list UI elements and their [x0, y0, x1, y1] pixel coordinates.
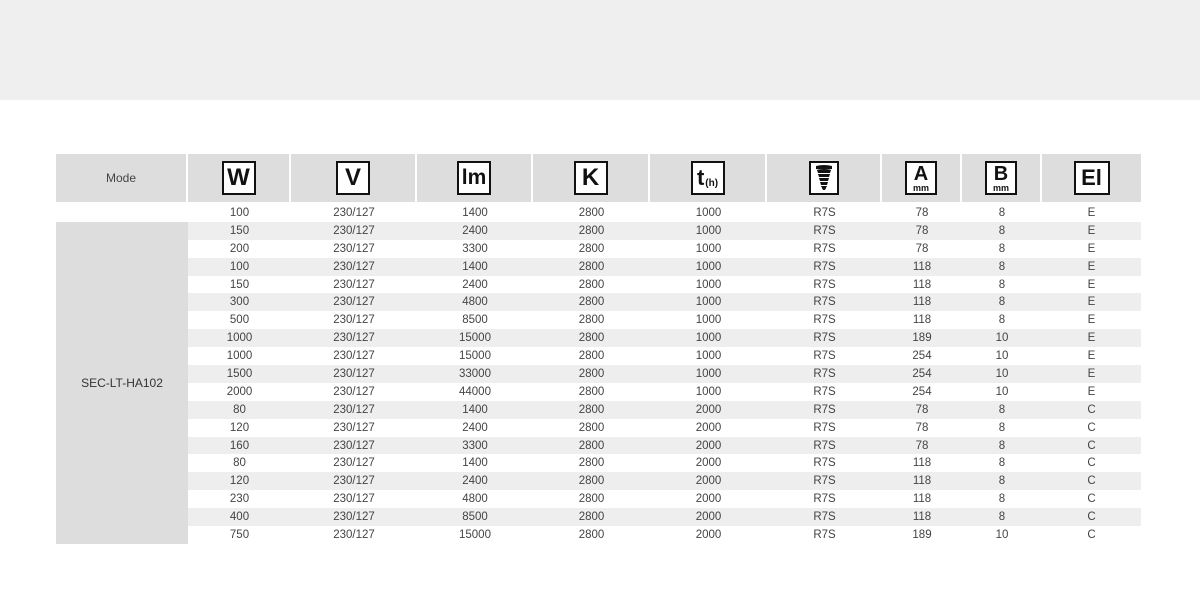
- cell-lm: 2400: [462, 475, 488, 488]
- cell-a: 118: [912, 457, 932, 470]
- cell-ei: E: [1087, 224, 1096, 237]
- cell-a: 118: [912, 296, 932, 309]
- cell-base: R7S: [813, 421, 836, 434]
- cell-v: 230/127: [333, 296, 375, 309]
- cell-v: 230/127: [333, 350, 375, 363]
- cell-ei: C: [1087, 493, 1096, 506]
- cell-lm: 2400: [462, 421, 488, 434]
- cell-t: 1000: [695, 296, 722, 309]
- cell-a: 118: [912, 493, 932, 506]
- cell-t: 1000: [695, 206, 722, 219]
- cell-k: 2800: [578, 296, 605, 309]
- cell-lm: 2400: [462, 278, 488, 291]
- cell-base: R7S: [813, 511, 836, 524]
- cell-b: 8: [998, 206, 1006, 219]
- cell-ei: C: [1087, 439, 1096, 452]
- table-row: [188, 258, 1141, 276]
- table-row: [188, 347, 1141, 365]
- cell-w: 150: [229, 224, 250, 237]
- cell-b: 8: [998, 439, 1006, 452]
- cell-k: 2800: [578, 385, 605, 398]
- cell-a: 118: [912, 511, 932, 524]
- cell-t: 1000: [695, 224, 722, 237]
- cell-t: 1000: [695, 242, 722, 255]
- cell-base: R7S: [813, 242, 836, 255]
- energy-class-icon: El: [1074, 161, 1110, 195]
- cell-t: 2000: [695, 475, 722, 488]
- cell-v: 230/127: [333, 511, 375, 524]
- cell-lm: 2400: [462, 224, 488, 237]
- cell-k: 2800: [578, 493, 605, 506]
- cell-base: R7S: [813, 528, 836, 541]
- mode-label: Mode: [105, 171, 137, 185]
- cell-a: 118: [912, 314, 932, 327]
- cell-t: 1000: [695, 367, 722, 380]
- cell-w: 1000: [226, 350, 253, 363]
- header-lumen: [417, 154, 533, 202]
- cell-v: 230/127: [333, 206, 375, 219]
- cell-v: 230/127: [333, 457, 375, 470]
- table-header: [56, 154, 1141, 202]
- cell-lm: 44000: [459, 385, 491, 398]
- header-energy: [1042, 154, 1141, 202]
- cell-base: R7S: [813, 278, 836, 291]
- cell-v: 230/127: [333, 528, 375, 541]
- cell-lm: 1400: [462, 206, 488, 219]
- cell-lm: 3300: [462, 242, 488, 255]
- cell-t: 2000: [695, 403, 722, 416]
- cell-w: 500: [229, 314, 250, 327]
- cell-w: 200: [229, 242, 250, 255]
- cell-k: 2800: [578, 421, 605, 434]
- cell-a: 189: [912, 332, 932, 345]
- cell-w: 750: [229, 528, 250, 541]
- cell-v: 230/127: [333, 224, 375, 237]
- cell-a: 78: [915, 206, 929, 219]
- header-watt: [188, 154, 291, 202]
- table-row: [188, 472, 1141, 490]
- table-row: [188, 437, 1141, 455]
- cell-b: 8: [998, 296, 1006, 309]
- cell-lm: 1400: [462, 457, 488, 470]
- table-row: [188, 311, 1141, 329]
- cell-a: 254: [912, 385, 932, 398]
- cell-ei: E: [1087, 260, 1096, 273]
- cell-base: R7S: [813, 457, 836, 470]
- cell-v: 230/127: [333, 421, 375, 434]
- cell-base: R7S: [813, 439, 836, 452]
- cell-lm: 1400: [462, 403, 488, 416]
- table-row: [188, 329, 1141, 347]
- cell-lm: 15000: [459, 332, 491, 345]
- cell-v: 230/127: [333, 260, 375, 273]
- cell-b: 8: [998, 475, 1006, 488]
- cell-a: 78: [915, 421, 929, 434]
- cell-v: 230/127: [333, 493, 375, 506]
- cell-b: 8: [998, 511, 1006, 524]
- cell-w: 120: [229, 475, 250, 488]
- cell-ei: C: [1087, 403, 1096, 416]
- cell-t: 2000: [695, 439, 722, 452]
- table-row: [188, 490, 1141, 508]
- watt-icon: W: [222, 161, 256, 195]
- cell-k: 2800: [578, 332, 605, 345]
- cell-v: 230/127: [333, 439, 375, 452]
- cell-lm: 15000: [459, 350, 491, 363]
- table-row: [188, 240, 1141, 258]
- table-row: [188, 454, 1141, 472]
- table-row: [188, 508, 1141, 526]
- cell-a: 254: [912, 350, 932, 363]
- cell-k: 2800: [578, 242, 605, 255]
- cell-k: 2800: [578, 367, 605, 380]
- cell-ei: E: [1087, 385, 1096, 398]
- cell-base: R7S: [813, 332, 836, 345]
- cell-base: R7S: [813, 224, 836, 237]
- cell-ei: C: [1087, 457, 1096, 470]
- cell-lm: 15000: [459, 528, 491, 541]
- header-volt: [291, 154, 417, 202]
- cell-b: 8: [998, 493, 1006, 506]
- table-row: [188, 293, 1141, 311]
- cell-v: 230/127: [333, 475, 375, 488]
- cell-a: 118: [912, 260, 932, 273]
- cell-base: R7S: [813, 403, 836, 416]
- volt-icon: V: [336, 161, 370, 195]
- table-row: [188, 276, 1141, 294]
- cell-base: R7S: [813, 385, 836, 398]
- cell-base: R7S: [813, 296, 836, 309]
- cell-v: 230/127: [333, 367, 375, 380]
- cell-b: 8: [998, 260, 1006, 273]
- cell-k: 2800: [578, 350, 605, 363]
- cell-lm: 33000: [459, 367, 491, 380]
- cell-ei: C: [1087, 528, 1096, 541]
- cell-w: 1500: [226, 367, 253, 380]
- cell-k: 2800: [578, 457, 605, 470]
- cell-base: R7S: [813, 493, 836, 506]
- cell-w: 1000: [226, 332, 253, 345]
- cell-a: 189: [912, 528, 932, 541]
- cell-a: 78: [915, 439, 929, 452]
- cell-k: 2800: [578, 278, 605, 291]
- cell-w: 100: [229, 260, 250, 273]
- cell-lm: 1400: [462, 260, 488, 273]
- model-name: SEC-LT-HA102: [81, 376, 163, 390]
- table-row: [188, 401, 1141, 419]
- cell-b: 8: [998, 242, 1006, 255]
- header-life: [650, 154, 767, 202]
- cell-w: 150: [229, 278, 250, 291]
- lamp-base-icon: [809, 161, 839, 195]
- table-row: [188, 419, 1141, 437]
- cell-v: 230/127: [333, 278, 375, 291]
- header-dim-b: [962, 154, 1042, 202]
- dim-b-unit: mm: [992, 182, 1009, 193]
- cell-ei: E: [1087, 206, 1096, 219]
- header-kelvin: [533, 154, 650, 202]
- cell-base: R7S: [813, 260, 836, 273]
- cell-a: 254: [912, 367, 932, 380]
- dim-b-letter: B: [993, 162, 1009, 185]
- table-row: [188, 222, 1141, 240]
- cell-k: 2800: [578, 260, 605, 273]
- kelvin-icon: K: [574, 161, 608, 195]
- lumen-icon: lm: [457, 161, 491, 195]
- table-body: [56, 204, 1141, 544]
- table-row: [188, 204, 1141, 222]
- cell-t: 1000: [695, 260, 722, 273]
- cell-ei: C: [1087, 421, 1096, 434]
- cell-lm: 4800: [462, 296, 488, 309]
- cell-lm: 8500: [462, 314, 488, 327]
- cell-b: 8: [998, 224, 1006, 237]
- cell-b: 10: [995, 367, 1009, 380]
- cell-b: 10: [995, 350, 1009, 363]
- cell-b: 10: [995, 528, 1009, 541]
- cell-k: 2800: [578, 224, 605, 237]
- cell-a: 78: [915, 224, 929, 237]
- cell-w: 80: [233, 403, 246, 416]
- top-band: [0, 0, 1200, 100]
- cell-t: 1000: [695, 278, 722, 291]
- cell-ei: E: [1087, 278, 1096, 291]
- cell-base: R7S: [813, 314, 836, 327]
- cell-w: 120: [229, 421, 250, 434]
- table-row: [188, 383, 1141, 401]
- cell-k: 2800: [578, 206, 605, 219]
- cell-v: 230/127: [333, 403, 375, 416]
- cell-lm: 4800: [462, 493, 488, 506]
- cell-a: 118: [912, 475, 932, 488]
- dim-a-letter: A: [913, 162, 929, 185]
- cell-t: 1000: [695, 385, 722, 398]
- cell-t: 2000: [695, 528, 722, 541]
- cell-k: 2800: [578, 511, 605, 524]
- cell-ei: E: [1087, 242, 1096, 255]
- cell-ei: C: [1087, 511, 1096, 524]
- lifetime-t: t: [696, 165, 705, 190]
- cell-a: 78: [915, 403, 929, 416]
- cell-b: 8: [998, 403, 1006, 416]
- cell-t: 2000: [695, 511, 722, 524]
- cell-b: 8: [998, 457, 1006, 470]
- cell-w: 160: [229, 439, 250, 452]
- header-base: [767, 154, 882, 202]
- table-row: [188, 526, 1141, 544]
- cell-base: R7S: [813, 367, 836, 380]
- cell-w: 100: [229, 206, 250, 219]
- table-row: [188, 365, 1141, 383]
- cell-b: 8: [998, 278, 1006, 291]
- data-rows: [188, 204, 1141, 544]
- cell-w: 400: [229, 511, 250, 524]
- cell-b: 10: [995, 385, 1009, 398]
- cell-base: R7S: [813, 475, 836, 488]
- cell-t: 2000: [695, 493, 722, 506]
- lifetime-icon: [691, 161, 725, 195]
- cell-t: 1000: [695, 332, 722, 345]
- cell-b: 8: [998, 421, 1006, 434]
- dim-a-unit: mm: [912, 182, 929, 193]
- header-dim-a: [882, 154, 962, 202]
- cell-k: 2800: [578, 403, 605, 416]
- cell-ei: E: [1087, 367, 1096, 380]
- cell-a: 78: [915, 242, 929, 255]
- cell-t: 2000: [695, 421, 722, 434]
- cell-b: 8: [998, 314, 1006, 327]
- cell-b: 10: [995, 332, 1009, 345]
- dimension-b-icon: [985, 161, 1017, 195]
- cell-a: 118: [912, 278, 932, 291]
- cell-ei: E: [1087, 350, 1096, 363]
- cell-w: 300: [229, 296, 250, 309]
- cell-k: 2800: [578, 439, 605, 452]
- mode-column: [56, 204, 188, 544]
- cell-lm: 8500: [462, 511, 488, 524]
- lifetime-unit: (h): [705, 177, 719, 189]
- dimension-a-icon: [905, 161, 937, 195]
- cell-v: 230/127: [333, 385, 375, 398]
- cell-ei: E: [1087, 296, 1096, 309]
- lamp-base-icon-svg: [813, 164, 835, 192]
- cell-base: R7S: [813, 206, 836, 219]
- cell-lm: 3300: [462, 439, 488, 452]
- cell-ei: C: [1087, 475, 1096, 488]
- cell-k: 2800: [578, 528, 605, 541]
- cell-w: 2000: [226, 385, 253, 398]
- cell-v: 230/127: [333, 314, 375, 327]
- cell-t: 2000: [695, 457, 722, 470]
- cell-t: 1000: [695, 350, 722, 363]
- cell-v: 230/127: [333, 242, 375, 255]
- cell-k: 2800: [578, 475, 605, 488]
- cell-k: 2800: [578, 314, 605, 327]
- cell-t: 1000: [695, 314, 722, 327]
- cell-v: 230/127: [333, 332, 375, 345]
- header-mode: [56, 154, 188, 202]
- cell-w: 230: [229, 493, 250, 506]
- spec-table: [56, 154, 1141, 544]
- cell-ei: E: [1087, 314, 1096, 327]
- cell-ei: E: [1087, 332, 1096, 345]
- cell-w: 80: [233, 457, 246, 470]
- cell-base: R7S: [813, 350, 836, 363]
